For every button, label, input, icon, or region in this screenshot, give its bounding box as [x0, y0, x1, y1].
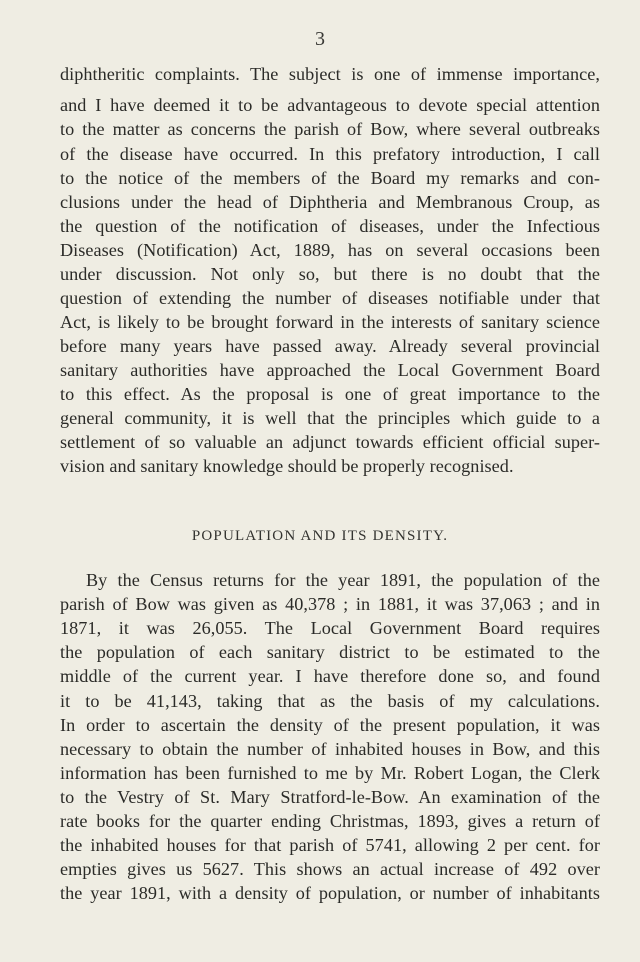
text-line: before many years have passed away. Already several provincial	[60, 336, 600, 356]
text-line: settlement of so valuable an adjunct towards efficient official super-	[60, 432, 600, 452]
text-line: diphtheritic complaints. The subject is one of immense importance,	[60, 64, 600, 84]
text-line: to the notice of the members of the Board my remarks and con-	[60, 168, 600, 188]
text-line: clusions under the head of Diphtheria and Membranous Croup, as	[60, 192, 600, 212]
text-line: the inhabited houses for that parish of 5741, allowing 2 per cent. for	[60, 835, 600, 855]
text-line: general community, it is well that the principles which guide to a	[60, 408, 600, 428]
text-line: information has been furnished to me by Mr. Robert Logan, the Clerk	[60, 763, 600, 783]
text-line: under discussion. Not only so, but there is no doubt that the	[60, 264, 600, 284]
text-line: to this effect. As the proposal is one of great importance to the	[60, 384, 600, 404]
text-line: 1871, it was 26,055. The Local Government Board requires	[60, 618, 600, 638]
text-line: sanitary authorities have approached the Local Government Board	[60, 360, 600, 380]
text-line: rate books for the quarter ending Christmas, 1893, gives a return of	[60, 811, 600, 831]
text-line: In order to ascertain the density of the present population, it was	[60, 715, 600, 735]
text-line: question of extending the number of diseases notifiable under that	[60, 288, 600, 308]
section-heading: POPULATION AND ITS DENSITY.	[191, 528, 449, 544]
text-line: By the Census returns for the year 1891, the population of the	[86, 570, 600, 590]
page-number: 3	[315, 28, 325, 50]
text-line: necessary to obtain the number of inhabited houses in Bow, and this	[60, 739, 600, 759]
text-line: it to be 41,143, taking that as the basis of my calculations.	[60, 691, 600, 711]
text-line: to the matter as concerns the parish of Bow, where several outbreaks	[60, 119, 600, 139]
text-line: vision and sanitary knowledge should be properly recognised.	[60, 456, 514, 476]
text-line: Act, is likely to be brought forward in the interests of sanitary science	[60, 312, 600, 332]
text-line: and I have deemed it to be advantageous to devote special attention	[60, 95, 600, 115]
text-line: the year 1891, with a density of population, or number of inhabitants	[60, 883, 600, 903]
text-line: to the Vestry of St. Mary Stratford-le-Bow. An examination of the	[60, 787, 600, 807]
text-line: middle of the current year. I have therefore done so, and found	[60, 666, 600, 686]
text-line: empties gives us 5627. This shows an actual increase of 492 over	[60, 859, 600, 879]
text-line: Diseases (Notification) Act, 1889, has on several occasions been	[60, 240, 600, 260]
text-line: the question of the notification of diseases, under the Infectious	[60, 216, 600, 236]
text-line: parish of Bow was given as 40,378 ; in 1881, it was 37,063 ; and in	[60, 594, 600, 614]
text-line: of the disease have occurred. In this prefatory introduction, I call	[60, 144, 600, 164]
text-line: the population of each sanitary district to be estimated to the	[60, 642, 600, 662]
